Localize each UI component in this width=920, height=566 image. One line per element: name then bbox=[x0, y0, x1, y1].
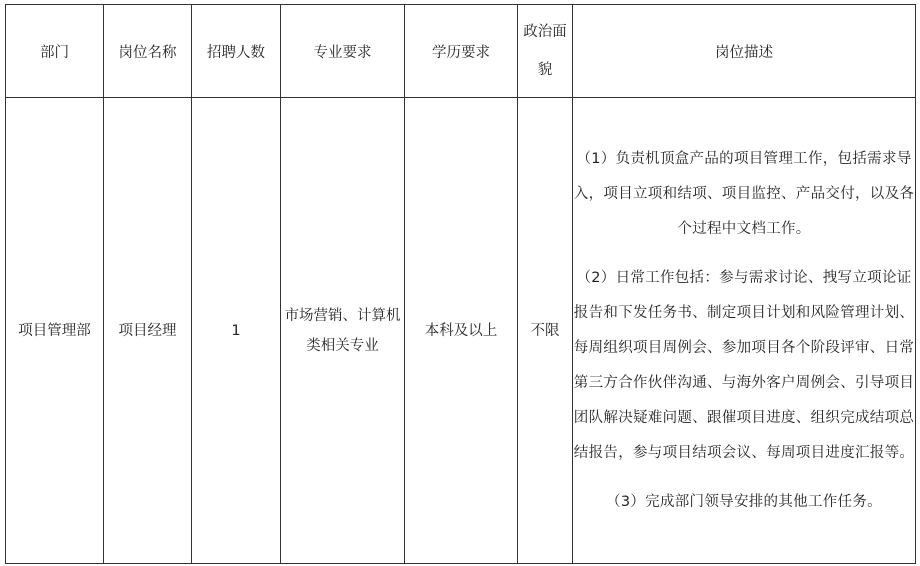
table-header-row bbox=[6, 5, 916, 98]
cell-headcount: 1 bbox=[192, 98, 281, 564]
cell-position: 项目经理 bbox=[104, 98, 192, 564]
header-political: 政治面貌 bbox=[518, 5, 573, 98]
header-department: 部门 bbox=[6, 5, 104, 98]
header-position: 岗位名称 bbox=[104, 5, 192, 98]
cell-department: 项目管理部 bbox=[6, 98, 104, 564]
cell-description bbox=[573, 98, 916, 564]
header-education: 学历要求 bbox=[405, 5, 518, 98]
header-major: 专业要求 bbox=[281, 5, 405, 98]
cell-major: 市场营销、计算机类相关专业 bbox=[281, 98, 405, 564]
description-item-1: （1）负责机顶盒产品的项目管理工作，包括需求导入，项目立项和结项、项目监控、产品交付，以及各个过程中文档工作。 bbox=[573, 150, 915, 237]
job-posting-table bbox=[5, 4, 916, 564]
table-row bbox=[6, 98, 916, 564]
cell-education: 本科及以上 bbox=[405, 98, 518, 564]
header-description: 岗位描述 bbox=[573, 5, 916, 98]
description-item-3: （3）完成部门领导安排的其他工作任务。 bbox=[606, 493, 882, 510]
description-item-2: （2）日常工作包括：参与需求讨论、拽写立项论证报告和下发任务书、制定项目计划和风险管理计划、每周组织项目周例会、参加项目各个阶段评审、日常第三方合作伙伴沟通、与海外客户周例会、引导项目团队解决疑难问题、跟催项目进度、组织完成结项总结报告，参与项目结项会议、每周项目进度汇报等。 bbox=[573, 269, 915, 461]
header-headcount: 招聘人数 bbox=[192, 5, 281, 98]
cell-political: 不限 bbox=[518, 98, 573, 564]
